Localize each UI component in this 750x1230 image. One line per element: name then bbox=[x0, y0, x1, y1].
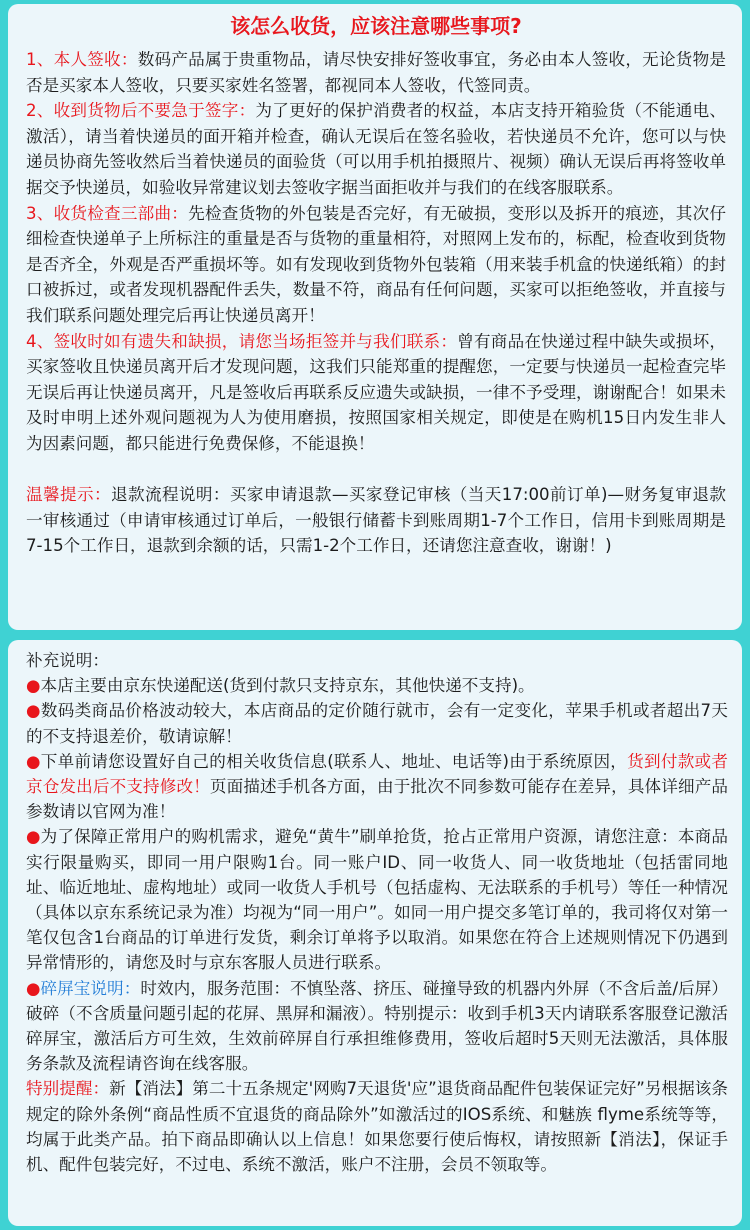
receiving-notes-panel bbox=[8, 4, 742, 630]
bullet-icon: ● bbox=[26, 701, 41, 721]
note-item-3-text: 先检查货物的外包装是否完好，有无破损，变形以及拆开的痕迹，其次仔细检查快递单子上所标注的重量是否与货物的重量相符，对照网上发布的，标配，检查收到货物是否齐全，外观是否严重损坏等。如有发现收到货物外包装箱（用来装手机盒的快递纸箱）的封口被拆过，或者发现机器配件丢失，数量不符，商品有任何问题，买家可以拒绝签收，并直接与我们联系问题处理完后再让快递员离开！ bbox=[26, 203, 726, 325]
note-item-2 bbox=[26, 98, 726, 200]
bullet-icon: ● bbox=[26, 751, 41, 771]
note-item-4-text: 曾有商品在快递过程中缺失或损坏，买家签收且快递员离开后才发现问题，这我们只能郑重的提醒您，一定要与快递员一起检查完毕无误后再让快递员离开，凡是签收后再联系反应遗失或缺损，一律不予受理，谢谢配合！如果未及时申明上述外观问题视为人为使用磨损，按照国家相关规定，即使是在购机15日内发生非人为因素问题，都只能进行免费保修，不能退换！ bbox=[26, 331, 726, 453]
supplement-item-shipping bbox=[26, 673, 728, 698]
note-item-2-label: 2、收到货物后不要急于签字： bbox=[26, 101, 256, 121]
screen-insurance-label: 碎屏宝说明： bbox=[40, 978, 141, 998]
bullet-icon: ● bbox=[26, 676, 41, 696]
note-item-1-label: 1、本人签收： bbox=[26, 50, 138, 69]
supplement-item-shipping-text: 本店主要由京东快递配送(货到付款只支持京东，其他快递不支持)。 bbox=[40, 676, 535, 696]
supplement-item-purchase-limit-text: 为了保障正常用户的购机需求，避免“黄牛”刷单抢货，抢占正常用户资源，请您注意：本商品实行限量购买，即同一用户限购1台。同一账户ID、同一收货人、同一收货地址（包括雷同地址、临近地址、虚构地址）或同一收货人手机号（包括虚构、无法联系的手机号）等任一种情况（具体以京东系统记录为准）均视为“同一用户”。如同一用户提交多笔订单的，我司将仅对第一笔仅包含1台商品的订单进行发货，剩余订单将予以取消。如果您在符合上述规则情况下仍遇到异常情形的，请您及时与京东客服人员进行联系。 bbox=[26, 827, 728, 973]
refund-tip bbox=[26, 482, 726, 559]
note-item-3 bbox=[26, 201, 726, 329]
note-item-1 bbox=[26, 47, 726, 98]
note-item-2-text: 为了更好的保护消费者的权益，本店支持开箱验货（不能通电、激活），请当着快递员的面开箱并检查，确认无误后在签名验收，若快递员不允许，您可以与快递员协商先签收然后当着快递员的面验货（可以用手机拍摄照片、视频）确认无误后再将签收单据交予快递员，如验收异常建议划去签收字据当面拒收并与我们的在线客服联系。 bbox=[26, 101, 727, 197]
supplement-item-price-text: 数码类商品价格波动较大，本店商品的定价随行就市，会有一定变化，苹果手机或者超出7天的不支持退差价，敬请谅解！ bbox=[26, 701, 728, 746]
supplement-item-address-text-a: 下单前请您设置好自己的相关收货信息(联系人、地址、电话等)由于系统原因， bbox=[40, 751, 628, 771]
screen-insurance-text: 时效内，服务范围：不慎坠落、挤压、碰撞导致的机器内外屏（不含后盖/后屏）破碎（不含质量问题引起的花屏、黑屏和漏液）。特别提示：收到手机3天内请联系客服登记激活碎屏宝，激活后方可生效，生效前碎屏自行承担维修费用，签收后超时5天则无法激活，具体服务条款及流程请咨询在线客服。 bbox=[26, 978, 729, 1074]
supplementary-notes-panel bbox=[8, 640, 742, 1226]
special-reminder-label: 特别提醒： bbox=[26, 1079, 110, 1099]
supplement-item-address bbox=[26, 749, 728, 825]
supplement-item-special-reminder bbox=[26, 1076, 728, 1177]
note-item-4-label: 4、签收时如有遗失和缺损，请您当场拒签并与我们联系： bbox=[26, 331, 458, 351]
supplement-item-screen-insurance bbox=[26, 976, 728, 1077]
special-reminder-text: 新【消法】第二十五条规定'网购7天退货'应”退货商品配件包装保证完好”另根据该条规定的除外条例“商品性质不宜退货的商品除外”如激活过的IOS系统、和魅族 flyme系统等等，均属于此类产品。拍下商品即确认以上信息！如果您要行使后悔权，请按照新【消法】，保证手机、配件包装完好，不过电、系统不激活，账户不注册，会员不领取等。 bbox=[26, 1079, 728, 1175]
note-item-1-text: 数码产品属于贵重物品，请尽快安排好签收事宜，务必由本人签收，无论货物是否是买家本人签收，只要买家姓名签署，都视同本人签收，代签同责。 bbox=[26, 50, 727, 95]
bullet-icon: ● bbox=[26, 827, 41, 847]
notes-title: 该怎么收货，应该注意哪些事项? bbox=[230, 14, 522, 38]
note-item-4 bbox=[26, 329, 726, 457]
note-item-3-label: 3、收货检查三部曲： bbox=[26, 203, 189, 223]
bullet-icon: ● bbox=[26, 978, 41, 998]
supplement-item-price bbox=[26, 698, 728, 748]
supplement-heading: 补充说明： bbox=[26, 651, 109, 670]
refund-tip-label: 温馨提示： bbox=[26, 485, 111, 505]
refund-tip-text: 退款流程说明：买家申请退款—买家登记审核（当天17:00前订单)—财务复审退款一审核通过（申请审核通过订单后，一般银行储蓄卡到账周期1-7个工作日，信用卡到账周期是7-15个工作日，退款到余额的话，只需1-2个工作日，还请您注意查收，谢谢！) bbox=[26, 485, 727, 556]
supplement-item-address-warning: 货到付款或者京仓发出后不支持修改！ bbox=[26, 751, 729, 797]
spacer bbox=[26, 457, 726, 483]
supplement-item-purchase-limit bbox=[26, 824, 728, 975]
supplement-item-address-text-b: 页面描述手机各方面，由于批次不同参数可能存在差异，具体详细产品参数请以官网为准！ bbox=[26, 777, 728, 822]
